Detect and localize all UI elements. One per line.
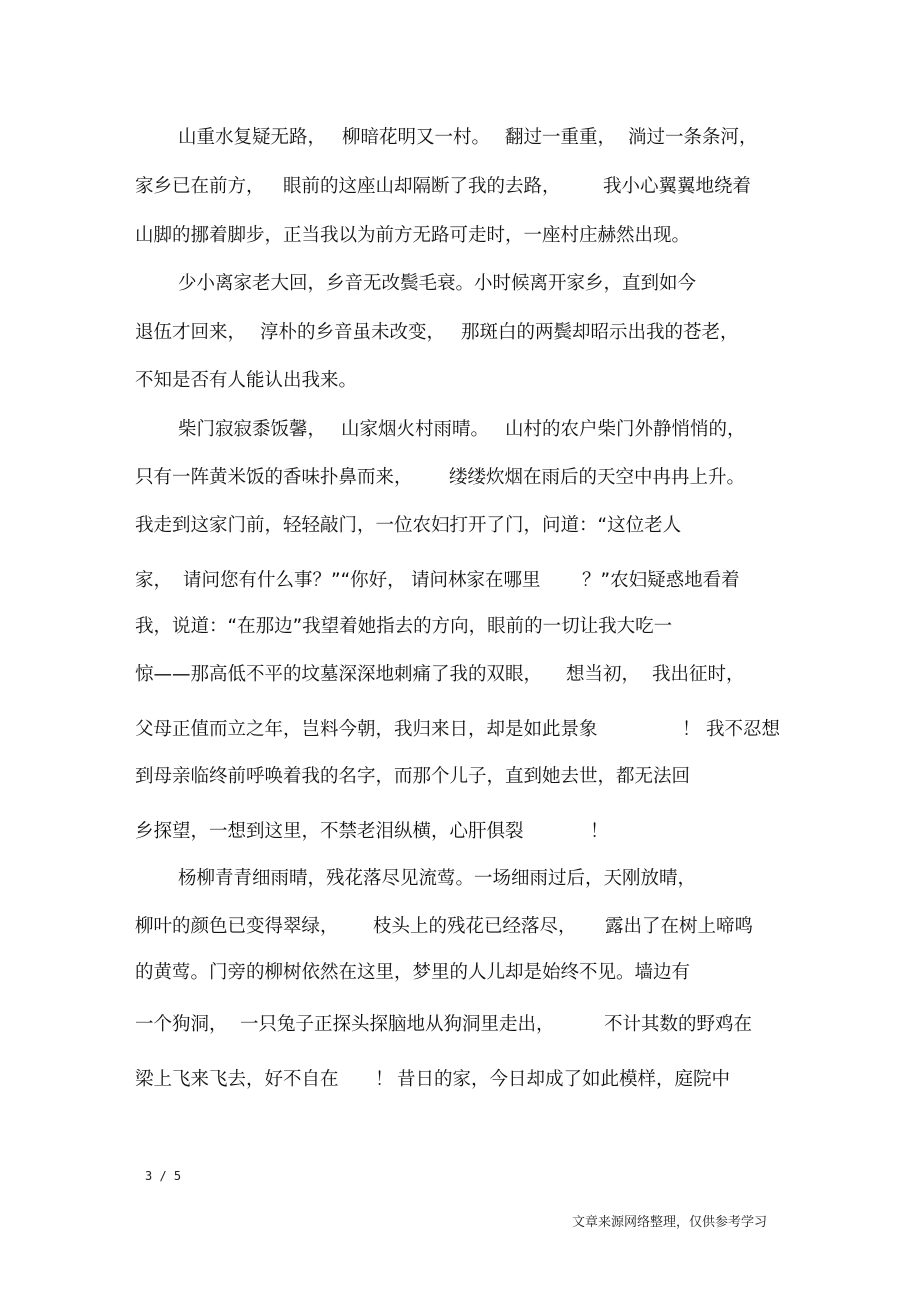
text-segment: 缕缕炊烟在雨后的天空中冉冉上升。 <box>449 467 746 488</box>
text-segment: 淌过一条条河， <box>628 127 758 148</box>
text-segment: 请问林家在哪里 <box>411 570 541 591</box>
text-line <box>0 172 920 202</box>
text-segment: 山家烟火村雨晴。 <box>341 419 490 440</box>
source-note: 文章来源网络整理，仅供参考学习 <box>572 1215 768 1230</box>
text-segment: 山村的农户柴门外静悄悄的， <box>505 419 746 440</box>
text-segment: 请问您有什么事？”“你好， <box>183 570 406 591</box>
text-segment: 一只兔子正探头探脑地从狗洞里走出， <box>240 1014 555 1035</box>
text-line <box>0 612 920 642</box>
text-segment: 我，说道：“在那边”我望着她指去的方向，眼前的一切让我大吃一 <box>135 616 673 637</box>
text-line <box>0 415 920 445</box>
text-line <box>0 221 920 251</box>
text-line <box>0 864 920 894</box>
text-line <box>0 123 920 153</box>
text-segment: 梁上飞来飞去，好不自在 <box>135 1069 339 1090</box>
text-segment: 想当初， <box>566 664 641 685</box>
text-line <box>0 566 920 596</box>
text-segment: 昔日的家，今日却成了如此模样，庭院中 <box>397 1069 731 1090</box>
text-segment: 家， <box>135 570 173 591</box>
text-line <box>0 715 920 745</box>
text-segment: 露出了在树上啼鸣 <box>605 916 754 937</box>
text-line <box>0 269 920 299</box>
text-segment: 山重水复疑无路， <box>178 127 327 148</box>
text-segment: 只有一阵黄米饭的香味扑鼻而来， <box>135 467 413 488</box>
text-segment: 到母亲临终前呼唤着我的名字，而那个儿子，直到她去世，都无法回 <box>135 766 691 787</box>
text-line <box>0 463 920 493</box>
text-line <box>0 817 920 847</box>
text-segment: 我出征时， <box>652 664 745 685</box>
text-segment: ！ <box>590 821 609 842</box>
text-segment: 枝头上的残花已经落尽， <box>373 916 577 937</box>
text-segment: 我不忍想 <box>706 719 781 740</box>
text-line <box>0 912 920 942</box>
text-segment: ！ <box>682 719 701 740</box>
text-segment: 惊——那高低不平的坟墓深深地刺痛了我的双眼， <box>135 664 543 685</box>
text-segment: ？”农妇疑惑地看着 <box>582 570 740 591</box>
text-line <box>0 958 920 988</box>
page-number: 3 / 5 <box>145 1169 182 1183</box>
text-segment: 柳暗花明又一村。 <box>342 127 491 148</box>
text-segment: 柴门寂寂黍饭馨， <box>178 419 327 440</box>
text-line <box>0 660 920 690</box>
text-segment: 不计其数的野鸡在 <box>604 1014 753 1035</box>
text-segment: 翻过一重重， <box>505 127 617 148</box>
text-segment: 的黄莺。门旁的柳树依然在这里，梦里的人儿却是始终不见。墙边有 <box>135 962 691 983</box>
text-segment: 眼前的这座山却隔断了我的去路， <box>283 176 561 197</box>
text-line <box>0 318 920 348</box>
text-segment: 家乡已在前方， <box>135 176 265 197</box>
text-segment: ！ <box>375 1069 394 1090</box>
text-segment: 我走到这家门前，轻轻敲门，一位农妇打开了门，问道：“这位老人 <box>135 515 682 536</box>
text-segment: 少小离家老大回，乡音无改鬓毛衰。小时候离开家乡，直到如今 <box>178 273 697 294</box>
text-line <box>0 762 920 792</box>
text-segment: 一个狗洞， <box>135 1014 228 1035</box>
text-line <box>0 366 920 396</box>
text-segment: 山脚的挪着脚步，正当我以为前方无路可走时，一座村庄赫然出现。 <box>135 225 691 246</box>
text-line <box>0 511 920 541</box>
text-segment: 乡探望，一想到这里，不禁老泪纵横，心肝俱裂 <box>135 821 524 842</box>
text-segment: 我小心翼翼地绕着 <box>603 176 752 197</box>
text-segment: 父母正值而立之年，岂料今朝，我归来日，却是如此景象 <box>135 719 598 740</box>
text-line <box>0 1010 920 1040</box>
text-segment: 杨柳青青细雨晴，残花落尽见流莺。一场细雨过后，天刚放晴， <box>178 868 697 889</box>
text-segment: 柳叶的颜色已变得翠绿， <box>135 916 339 937</box>
text-line <box>0 1065 920 1095</box>
text-segment: 不知是否有人能认出我来。 <box>135 370 358 391</box>
text-segment: 淳朴的乡音虽未改变， <box>260 322 446 343</box>
text-segment: 退伍才回来， <box>135 322 247 343</box>
text-segment: 那斑白的两鬓却昭示出我的苍老， <box>461 322 739 343</box>
